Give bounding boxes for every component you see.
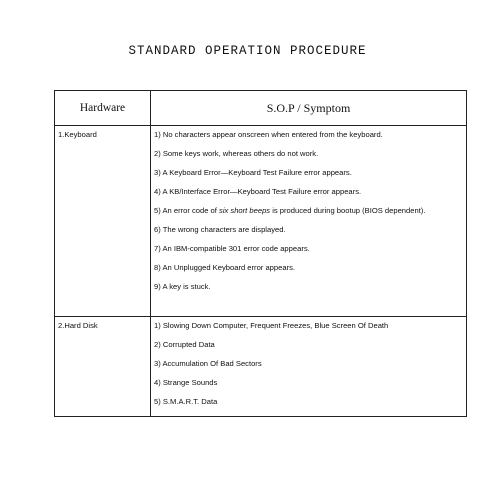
symptom-cell-hard-disk: [151, 317, 467, 417]
hardware-cell-keyboard: 1.Keyboard: [55, 126, 151, 317]
document-title: STANDARD OPERATION PROCEDURE: [128, 44, 367, 58]
list-item: 4) A KB/Interface Error—Keyboard Test Failure error appears.: [154, 187, 362, 196]
table-row: [55, 317, 467, 417]
list-item: 7) An IBM-compatible 301 error code appears.: [154, 244, 310, 253]
table-header-row: [55, 91, 467, 126]
header-hardware: Hardware: [55, 91, 151, 126]
list-item: 4) Strange Sounds: [154, 378, 218, 387]
table-row: [55, 126, 467, 317]
header-symptom: S.O.P / Symptom: [151, 91, 467, 126]
list-item: 1) Slowing Down Computer, Frequent Freezes, Blue Screen Of Death: [154, 321, 389, 330]
symptom-cell-keyboard: [151, 126, 467, 317]
symptom-emphasis: six short beeps: [219, 206, 271, 215]
list-item: 1) No characters appear onscreen when entered from the keyboard.: [154, 130, 383, 139]
list-item: [154, 206, 462, 216]
symptom-text: is produced during bootup (BIOS dependent).: [270, 206, 426, 215]
list-item: 8) An Unplugged Keyboard error appears.: [154, 263, 295, 272]
hardware-cell-hard-disk: 2.Hard Disk: [55, 317, 151, 417]
list-item: 3) Accumulation Of Bad Sectors: [154, 359, 262, 368]
list-item: 2) Corrupted Data: [154, 340, 215, 349]
symptom-list-hard-disk: [154, 321, 462, 407]
symptom-list-keyboard: [154, 130, 462, 292]
list-item: 5) S.M.A.R.T. Data: [154, 397, 218, 406]
list-item: 3) A Keyboard Error—Keyboard Test Failure error appears.: [154, 168, 352, 177]
list-item: 2) Some keys work, whereas others do not work.: [154, 149, 319, 158]
sop-table: [54, 90, 467, 417]
list-item: 9) A key is stuck.: [154, 282, 211, 291]
list-item: 6) The wrong characters are displayed.: [154, 225, 286, 234]
symptom-text: 5) An error code of: [154, 206, 220, 215]
